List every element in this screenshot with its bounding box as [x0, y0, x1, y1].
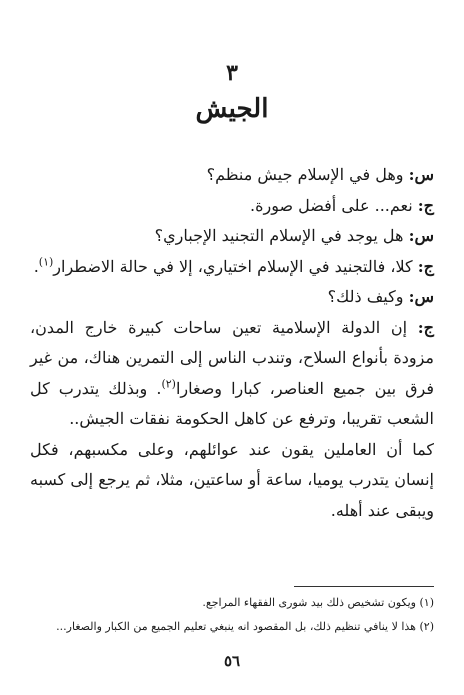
question-marker: س:: [408, 287, 434, 306]
paragraph-text: نعم... على أفضل صورة.: [250, 195, 418, 215]
answer-marker: ج:: [417, 195, 434, 215]
footnote-reference-1[interactable]: (١): [38, 255, 54, 269]
paragraph-continuation: [30, 435, 434, 527]
chapter-number: ٣: [226, 60, 238, 86]
footnote-reference-2[interactable]: (٢): [161, 377, 176, 391]
paragraph-question-1: [30, 160, 434, 191]
paragraph-answer-1: [30, 191, 434, 222]
paragraph-tail: . وبذلك يتدرب كل الشعب تقريبا، وترفع عن كاهل الحكومة نفقات الجيش..: [30, 378, 434, 428]
answer-marker: ج:: [417, 256, 434, 276]
paragraph-question-3: [30, 282, 434, 313]
answer-marker: ج:: [417, 317, 434, 337]
paragraph-text: إن الدولة الإسلامية تعين ساحات كبيرة خارج المدن، مزودة بأنواع السلاح، وتندب الناس إلى التمرين هناك، من غير فرق بين جميع العناصر، كبارا وصغارا: [30, 317, 435, 398]
paragraph-text: كلا، فالتجنيد في الإسلام اختياري، إلا في حالة الاضطرار: [53, 256, 418, 276]
paragraph-question-2: [30, 221, 434, 252]
paragraph-answer-3: [30, 313, 434, 435]
paragraph-text: وهل في الإسلام جيش منظم؟: [206, 165, 409, 184]
paragraph-text: كما أن العاملين يقون عند عوائلهم، وعلى مكسبهم، فكل إنسان يتدرب يوميا، ساعة أو ساعتين، مثلا، ثم يرجع إلى كسبه ويبقى عند أهله.: [30, 439, 434, 520]
paragraph-text: وكيف ذلك؟: [327, 287, 409, 306]
footnote-divider: [294, 586, 434, 587]
footnote-2: (٢) هذا لا ينافي تنظيم ذلك، بل المقصود انه ينبغي تعليم الجميع من الكبار والصغار...: [56, 620, 434, 633]
chapter-title: الجيش: [195, 94, 269, 124]
body-text: [30, 160, 434, 526]
footnotes: [30, 591, 434, 639]
paragraph-answer-2: [30, 252, 434, 283]
question-marker: س:: [408, 165, 434, 184]
paragraph-text: هل يوجد في الإسلام التجنيد الإجباري؟: [154, 226, 409, 245]
footnote-1: (١) ويكون تشخيص ذلك بيد شورى الفقهاء المراجع.: [202, 596, 434, 609]
paragraph-tail: .: [33, 256, 39, 276]
page-number: ٥٦: [223, 652, 241, 670]
question-marker: س:: [408, 226, 434, 245]
